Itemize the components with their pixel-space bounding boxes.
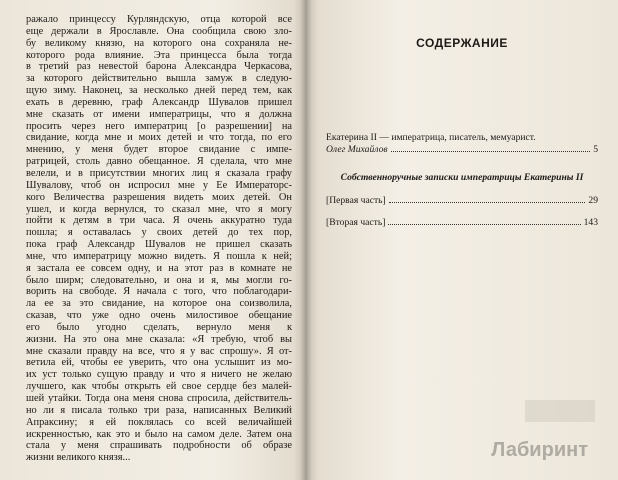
text-line: ратрицей, столь давно обещанное. Я сделала, что мне (26, 156, 292, 168)
text-line: Шувалову, чтоб он испросил мне у Ее Императорс- (26, 179, 292, 191)
text-line: было ширм; следовательно, и она и я, мы могли го- (26, 274, 292, 286)
text-line: искренностью, как это и было на самом деле. Затем она (26, 428, 292, 440)
toc-page-number: 29 (588, 195, 598, 206)
text-line: ветила ей, чтобы ее уверить, что она услышит из мо- (26, 357, 292, 369)
toc-entry-part-1[interactable] (326, 195, 598, 207)
text-line: кого Величества разрешения видеть моих детей. Он (26, 191, 292, 203)
watermark-logo: Лабиринт (491, 439, 588, 461)
toc-page-number: 5 (593, 144, 598, 155)
text-line: ражало принцессу Курляндскую, отца которой все (26, 14, 292, 25)
text-line: пойти к детям в три часа. Я очень аккуратно туда (26, 215, 292, 227)
text-line: щую зиму. Наконец, за несколько дней перед тем, как (26, 85, 292, 97)
text-line: еще держали в Ярославле. Она сообщила свою зло- (26, 25, 292, 37)
text-line: мне сказали правду на все, что я у вас спрошу». Я от- (26, 345, 292, 357)
toc-leader-dots (388, 223, 580, 225)
left-page (0, 0, 306, 480)
toc-section-head: Собственноручные записки императрицы Екатерины II (340, 172, 584, 183)
text-line: велели, и в присутствии многих лиц я сказала графу (26, 167, 292, 179)
text-line: ушел, и когда вернулся, то сказал мне, что я могу (26, 203, 292, 215)
text-line: пока граф Александр Шувалов не пришел сказать (26, 239, 292, 251)
text-line: я застала ее совсем одну, и на этот раз в комнате не (26, 262, 292, 274)
text-line: мнению, у меня будет второе свидание с импе- (26, 144, 292, 156)
toc-leader-dots (391, 150, 591, 152)
text-line: жизни. На это она мне сказала: «Я требую, чтоб вы (26, 333, 292, 345)
text-line: за которого действительно вышла замуж в следую- (26, 73, 292, 85)
text-line: сказав, что уже одно очень милостивое обещание (26, 310, 292, 322)
toc-part-label: [Первая часть] (326, 195, 386, 206)
book-gutter (300, 0, 312, 480)
text-line: жизни великого князя... (26, 452, 131, 464)
text-line: стала у меня спрашивать подробности об образе (26, 440, 292, 452)
text-line: лучшего, как чтобы открыть ей свое сердце без малей- (26, 381, 292, 393)
text-line: ла ее за это свидание, на которое она соизволила, (26, 298, 292, 310)
body-text (26, 14, 292, 464)
text-line: в третий раз невестой барона Александра Черкасова, (26, 61, 292, 73)
text-line: свидание, когда мне и моих детей и что тогда, по его (26, 132, 292, 144)
toc-entry-intro-author-row (326, 144, 598, 156)
text-line: их уст только сущую правду и что я ничего не желаю (26, 369, 292, 381)
text-line: ворить на свободе. Я начала с того, что поблагодари- (26, 286, 292, 298)
text-line: его было угодно сделать, вернуло меня к (26, 321, 292, 333)
text-line: ехать в деревню, граф Александр Шувалов пришел (26, 96, 292, 108)
toc-entry-intro[interactable] (326, 132, 598, 156)
text-line: шей утайки. Тогда она меня снова спросила, действитель- (26, 393, 292, 404)
toc-part-label: [Вторая часть] (326, 217, 386, 228)
toc-leader-dots (389, 201, 586, 203)
text-line: которого рода влияние. Эта принцесса была тогда (26, 49, 292, 61)
text-line: бу великому князю, на которого она сохраняла не- (26, 37, 292, 49)
text-line: но ли я писала только три раза, написанных Великий (26, 404, 292, 416)
toc-author: Олег Михайлов (326, 144, 388, 155)
stamp-area (525, 400, 595, 422)
toc-entry-part-2[interactable] (326, 217, 598, 229)
toc-title: СОДЕРЖАНИЕ (416, 36, 508, 50)
toc-entry-intro-label: Екатерина II — императрица, писатель, мемуарист. (326, 132, 536, 143)
text-line: Апраксину; я ей поклялась со всей величайшей (26, 416, 292, 428)
text-line: мне сказать от имени императрицы, что я должна (26, 108, 292, 120)
text-line: мне, что императрицу можно видеть. Я пошла к ней; (26, 250, 292, 262)
toc-page-number: 143 (583, 217, 598, 228)
text-line: пошла; я оставалась у своих детей до тех пор, (26, 227, 292, 239)
text-line: просить через него императриц [о разрешении] на (26, 120, 292, 132)
